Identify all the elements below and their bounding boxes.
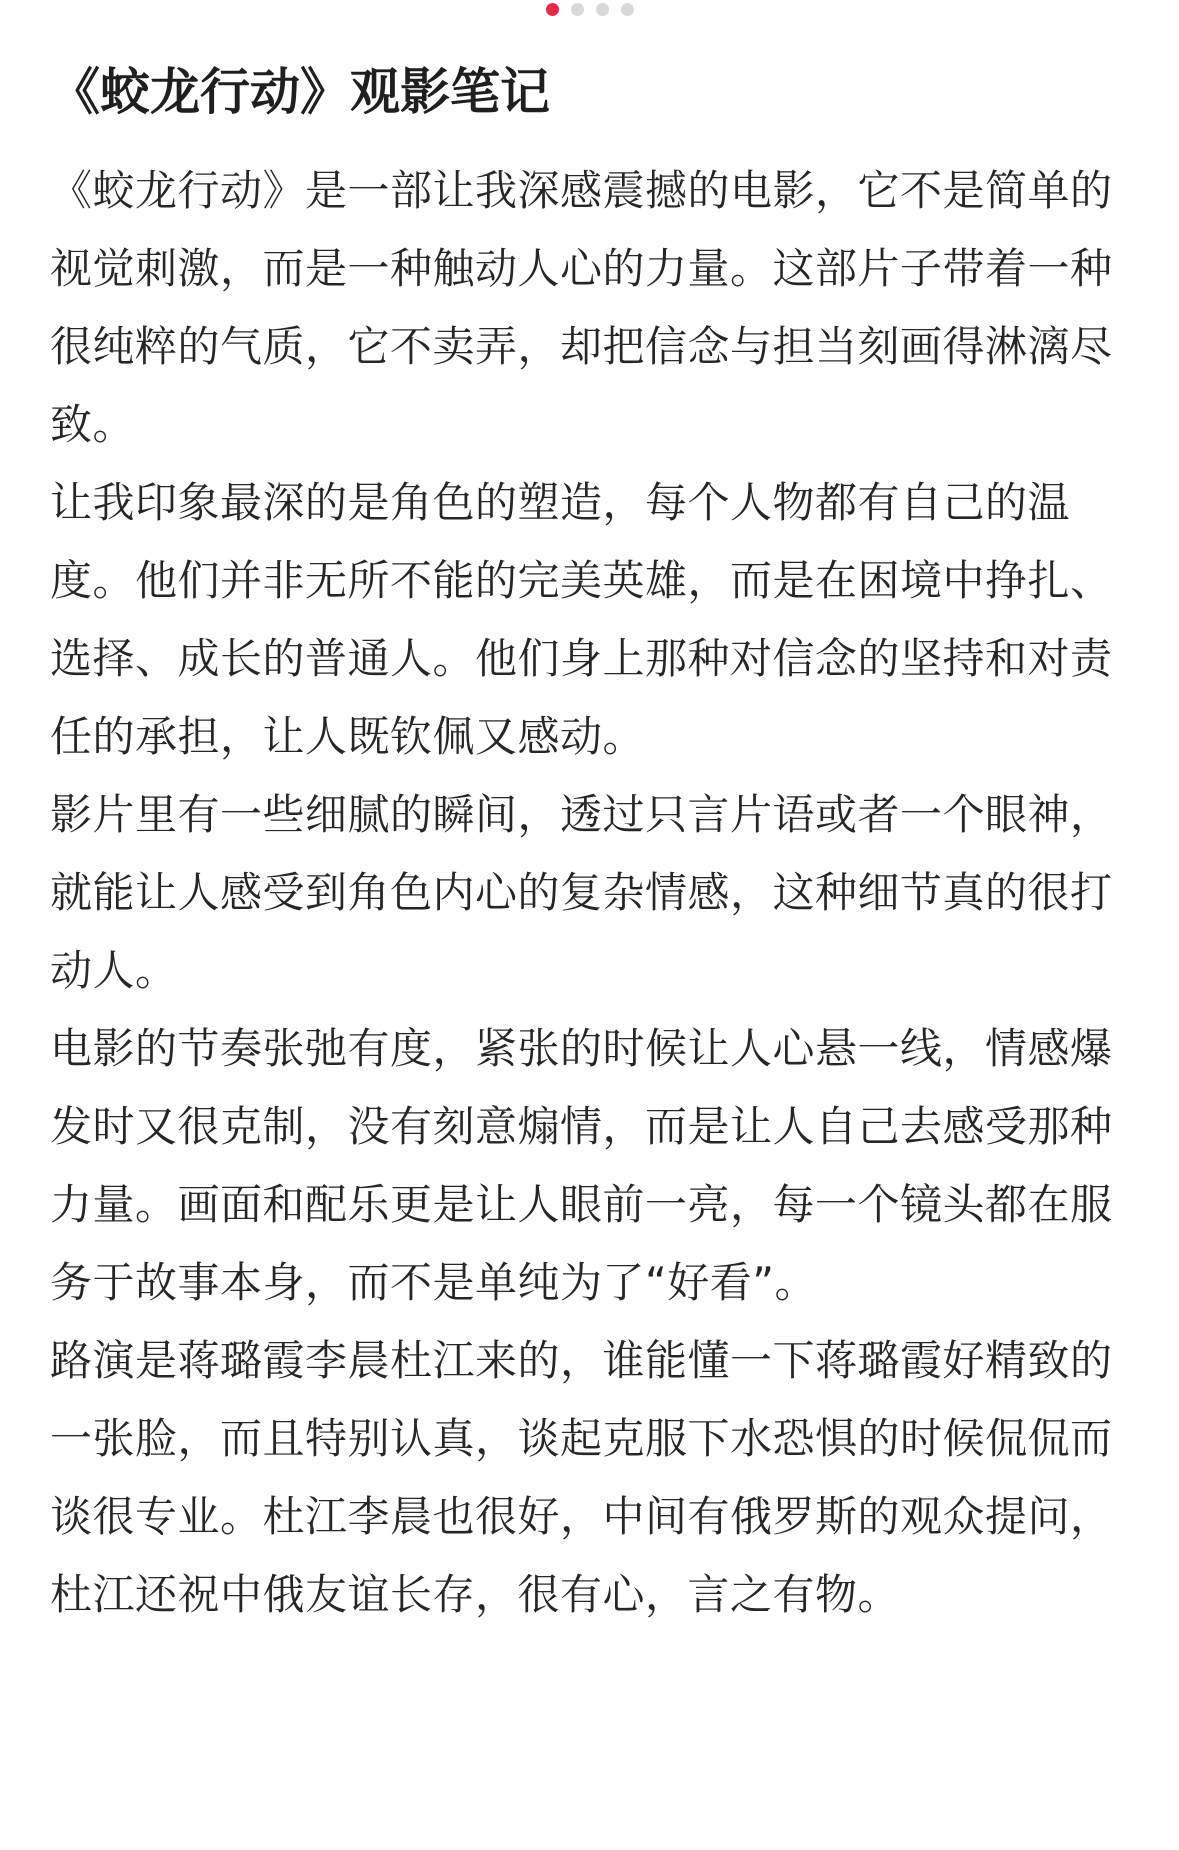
note-paragraph: 让我印象最深的是角色的塑造，每个人物都有自己的温度。他们并非无所不能的完美英雄，而是在困境中挣扎、选择、成长的普通人。他们身上那种对信念的坚持和对责任的承担，让人既钦佩又感动。 — [50, 478, 1113, 761]
image-carousel-indicator[interactable] — [0, 3, 1179, 16]
note-paragraph: 《蛟龙行动》是一部让我深感震撼的电影，它不是简单的视觉刺激，而是一种触动人心的力量。这部片子带着一种很纯粹的气质，它不卖弄，却把信念与担当刻画得淋漓尽致。 — [50, 166, 1113, 449]
note-paragraph: 路演是蒋璐霞李晨杜江来的，谁能懂一下蒋璐霞好精致的一张脸，而且特别认真，谈起克服下水恐惧的时候侃侃而谈很专业。杜江李晨也很好，中间有俄罗斯的观众提问，杜江还祝中俄友谊长存，很有心，言之有物。 — [50, 1336, 1113, 1619]
carousel-dot-3[interactable] — [596, 3, 609, 16]
carousel-dot-4[interactable] — [621, 3, 634, 16]
note-paragraph: 电影的节奏张弛有度，紧张的时候让人心悬一线，情感爆发时又很克制，没有刻意煽情，而是让人自己去感受那种力量。画面和配乐更是让人眼前一亮，每一个镜头都在服务于故事本身，而不是单纯为了“好看”。 — [50, 1024, 1113, 1307]
note-title: 《蛟龙行动》观影笔记 — [50, 63, 550, 121]
carousel-dot-1[interactable] — [546, 3, 559, 16]
note-paragraph: 影片里有一些细腻的瞬间，透过只言片语或者一个眼神，就能让人感受到角色内心的复杂情感，这种细节真的很打动人。 — [50, 790, 1113, 995]
note-content — [50, 58, 1132, 1634]
carousel-dot-2[interactable] — [571, 3, 584, 16]
